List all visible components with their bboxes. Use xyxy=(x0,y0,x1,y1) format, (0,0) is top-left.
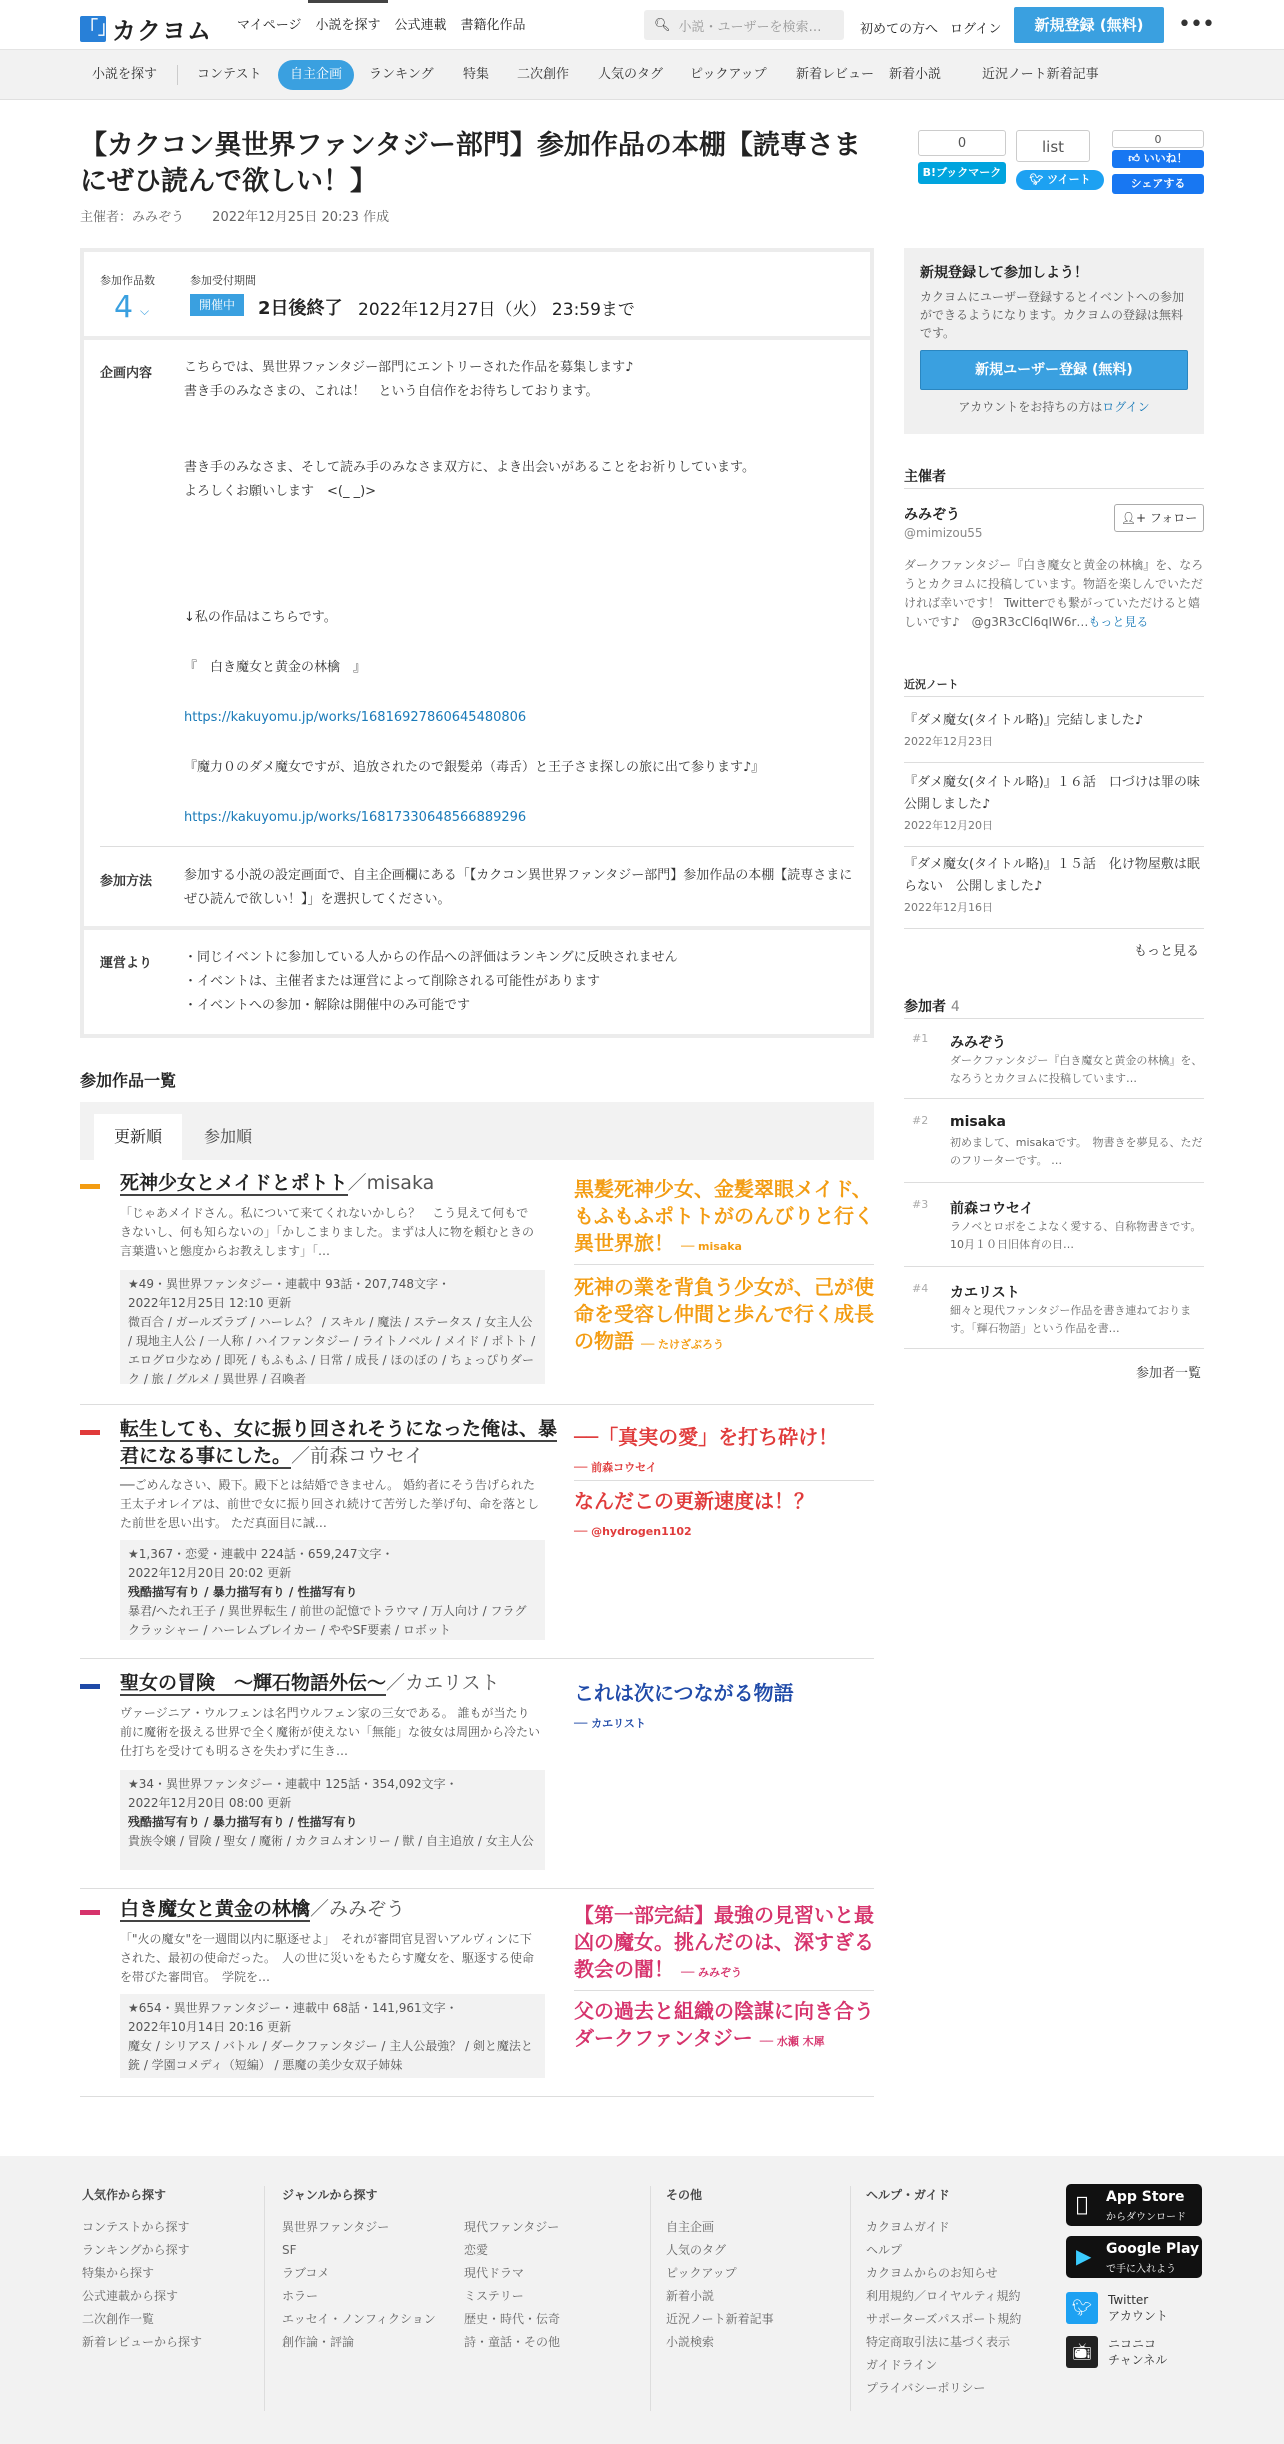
created-date: 2022年12月25日 20:23 作成 xyxy=(212,210,390,225)
divider xyxy=(904,846,1204,847)
divider xyxy=(904,488,1204,489)
host-link[interactable]: みみぞう xyxy=(132,210,185,225)
catchcopy: 死神の業を背負う少女が、己が使命を受容し仲間と歩んで行く成長の物語 ── たけざぶろう xyxy=(574,1275,874,1353)
note-item[interactable]: 『ダメ魔女(タイトル略)』１５話 化け物屋敷は眠らない 公開しました♪ 2022年12月16日 xyxy=(904,854,1204,918)
work-warnings: 残酷描写有り / 暴力描写有り / 性描写有り xyxy=(128,1585,358,1599)
count-value: 4 xyxy=(114,290,134,325)
work-tags[interactable]: 魔女 / シリアス / バトル / ダークファンタジー / 主人公最強？ / 剣と魔法と銃 / 学園コメディ（短編） / 悪魔の美少女双子姉妹 xyxy=(128,2039,533,2072)
footer-link[interactable]: カクヨムからのお知らせ xyxy=(866,2266,998,2280)
footer-divider xyxy=(650,2186,651,2411)
note-date: 2022年12月20日 xyxy=(904,819,993,832)
footer-link[interactable]: ランキングから探す xyxy=(82,2243,190,2257)
app-store-badge[interactable]: App Store からダウンロード xyxy=(1066,2184,1202,2226)
join-text: 参加する小説の設定画面で、自主企画欄にある「【カクコン異世界ファンタジー部門】参加作品の本棚【読専さまにぜひ読んで欲しい！】」を選択してください。 xyxy=(184,868,853,907)
footer-link[interactable]: 小説検索 xyxy=(666,2335,715,2349)
footer-link[interactable]: 詩・童話・その他 xyxy=(464,2335,561,2349)
divider xyxy=(574,1990,874,1991)
admin-item: ・同じイベントに参加している人からの作品への評価はランキングに反映されません xyxy=(184,950,678,965)
page-meta xyxy=(80,206,389,225)
global-header xyxy=(0,0,1284,50)
sub-nav xyxy=(0,50,1284,100)
notes-more-link[interactable]: もっと見る xyxy=(1134,944,1200,959)
divider xyxy=(80,1658,874,1659)
catchcopy-by: ── みみぞう xyxy=(680,1966,743,1979)
footer-link[interactable]: ラブコメ xyxy=(282,2266,330,2280)
work-stats: ★654・異世界ファンタジー・連載中 68話・141,961文字・ xyxy=(128,2001,458,2015)
catchcopy: ──「真実の愛」を打ち砕け！ ── 前森コウセイ xyxy=(574,1425,839,1474)
divider xyxy=(80,1888,874,1889)
footer-divider xyxy=(264,2186,265,2411)
page-title: 【カクコン異世界ファンタジー部門】参加作品の本棚【読専さまにぜひ読んで欲しい！】 xyxy=(80,130,861,197)
footer-link[interactable]: 異世界ファンタジー xyxy=(282,2220,390,2234)
work-color-mark xyxy=(80,1430,100,1435)
chevron-down-icon[interactable]: ⌵ xyxy=(140,304,150,318)
login-link[interactable]: ログイン xyxy=(950,22,1002,37)
first-time-link[interactable]: 初めての方へ xyxy=(860,22,939,37)
nav-search-novels[interactable]: 小説を探す xyxy=(308,0,387,50)
fb-count: 0 xyxy=(1112,130,1204,148)
admin-notice-box xyxy=(80,926,874,1038)
footer-link[interactable]: 利用規約／ロイヤルティ規約 xyxy=(866,2289,1021,2303)
google-play-badge[interactable]: ▶ Google Play で手に入れよう xyxy=(1066,2236,1202,2278)
plan-label: 企画内容 xyxy=(100,366,153,381)
work-stats: ★49・異世界ファンタジー・連載中 93話・207,748文字・ xyxy=(128,1277,451,1291)
footer-links xyxy=(666,2216,774,2354)
work-warnings: 残酷描写有り / 暴力描写有り / 性描写有り xyxy=(128,1815,358,1829)
work-stats: ★34・異世界ファンタジー・連載中 125話・354,092文字・ xyxy=(128,1777,458,1791)
note-item[interactable]: 『ダメ魔女(タイトル略)』１６話 口づけは罪の味 公開しました♪ 2022年12月20日 xyxy=(904,772,1204,836)
catchcopy: 【第一部完結】最強の見習いと最凶の魔女。挑んだのは、深すぎる教会の闇！ ── みみぞう xyxy=(574,1903,874,1981)
work-tags[interactable]: 暴君/へたれ王子 / 異世界転生 / 前世の記憶でトラウマ / 万人向け / フラグクラッシャー / ハーレムブレイカー / ややSF要素 / ロボット xyxy=(128,1604,527,1637)
nav-mypage[interactable]: マイページ xyxy=(237,18,302,33)
footer-link[interactable]: ヘルプ xyxy=(866,2243,903,2257)
signup-panel xyxy=(904,248,1204,434)
work-url-link[interactable]: https://kakuyomu.jp/works/16816927860645480806 xyxy=(184,710,527,725)
twitter-icon[interactable]: 🐦︎ xyxy=(1066,2292,1098,2324)
signup-button[interactable]: 新規ユーザー登録 (無料) xyxy=(920,350,1188,390)
work-author: ／カエリスト xyxy=(386,1672,500,1694)
work-title-link[interactable]: 聖女の冒険 ～輝石物語外伝～／カエリスト xyxy=(120,1672,500,1694)
logo-text: カクヨム xyxy=(112,17,212,45)
tab-updated[interactable]: 更新順 xyxy=(94,1114,182,1160)
participant-item[interactable]: #2 misaka 初めまして、misakaです。 物書きを夢見る、ただのフリーターです。 … xyxy=(912,1114,1203,1167)
subnav-ranking[interactable]: ランキング xyxy=(369,67,434,82)
work-tags[interactable]: 貴族令嬢 / 冒険 / 聖女 / 魔術 / カクヨムオンリー / 獣 / 自主追放 / 女主人公 xyxy=(128,1834,534,1848)
plan-line: ↓私の作品はこちらです。 xyxy=(184,610,337,625)
subnav-popular-tags[interactable]: 人気のタグ xyxy=(598,67,664,82)
footer-link[interactable]: プライバシーポリシー xyxy=(866,2381,986,2395)
niconico-icon[interactable]: 📺︎ xyxy=(1066,2336,1098,2368)
footer-link[interactable]: 特集から探す xyxy=(82,2266,155,2280)
signup-text: カクヨムにユーザー登録するとイベントへの参加ができるようになります。カクヨムの登録は無料です。 xyxy=(920,290,1185,340)
host-name[interactable]: みみぞう xyxy=(904,507,960,523)
host-id: @mimizou55 xyxy=(904,526,983,540)
work-title-link[interactable]: 転生しても、女に振り回されそうになった俺は、暴君になる事にした。／前森コウセイ xyxy=(120,1418,558,1467)
subnav-fanfic[interactable]: 二次創作 xyxy=(517,67,570,82)
twitter-icon: 🐦︎ xyxy=(1029,173,1048,186)
subnav-new-notes[interactable]: 近況ノート新着記事 xyxy=(982,67,1099,82)
divider xyxy=(904,1018,1204,1019)
note-item[interactable]: 『ダメ魔女(タイトル略)』完結しました♪ 2022年12月23日 xyxy=(904,710,1204,752)
divider xyxy=(80,2096,874,2097)
tab-bar xyxy=(80,1102,874,1160)
work-info xyxy=(120,1270,545,1384)
host-more-link[interactable]: もっと見る xyxy=(1088,615,1149,629)
work-title-link[interactable]: 死神少女とメイドとポトト／misaka xyxy=(120,1172,435,1194)
play-icon: ▶ xyxy=(1076,2244,1092,2268)
catchcopy-by: ── 前森コウセイ xyxy=(574,1461,657,1474)
footer-link[interactable]: エッセイ・ノンフィクション xyxy=(282,2312,436,2326)
work-info xyxy=(120,1540,545,1640)
site-logo[interactable] xyxy=(80,11,212,46)
catchcopy: なんだこの更新速度は！？ ── @hydrogen1102 xyxy=(574,1489,814,1538)
work-color-mark xyxy=(80,1910,100,1915)
tweet-button[interactable] xyxy=(1016,170,1104,190)
footer-links xyxy=(82,2216,202,2354)
footer-link[interactable]: 歴史・時代・伝奇 xyxy=(464,2312,561,2326)
catchcopy: 黒髪死神少女、金髪翠眼メイド、もふもふポトトがのんびりと行く異世界旅！ ── misaka xyxy=(574,1177,874,1255)
work-updated: 2022年12月20日 08:00 更新 xyxy=(128,1796,292,1810)
search-input[interactable] xyxy=(644,10,844,40)
footer-link[interactable]: ガイドライン xyxy=(866,2358,938,2372)
plan-line: 『 白き魔女と黄金の林檎 』 xyxy=(184,660,367,675)
divider xyxy=(80,1404,874,1405)
count-label: 参加作品数 xyxy=(100,274,155,287)
plan-line: こちらでは、異世界ファンタジー部門にエントリーされた作品を募集します♪ xyxy=(184,360,634,375)
work-color-mark xyxy=(80,1184,100,1189)
follow-button[interactable]: 👤︎+ フォロー xyxy=(1114,504,1204,532)
subnav-pickup[interactable]: ピックアップ xyxy=(690,67,767,82)
footer-heading: ジャンルから探す xyxy=(282,2188,378,2202)
divider xyxy=(904,762,1204,763)
footer-links xyxy=(866,2216,1021,2400)
divider xyxy=(100,846,854,847)
event-summary-box xyxy=(80,248,874,340)
divider xyxy=(904,1182,1204,1183)
hatena-bookmark-button[interactable]: B!ブックマーク xyxy=(918,162,1006,184)
work-description: ──ごめんなさい、殿下。殿下とは結婚できません。 婚約者にそう告げられた王太子オレイアは、前世で女に振り回され続けて苦労した挙げ句、命を落とした前世を思い出す。 ただ真面目に誠… xyxy=(120,1478,540,1530)
note-date: 2022年12月16日 xyxy=(904,901,993,914)
footer-link[interactable]: 近況ノート新着記事 xyxy=(666,2312,774,2326)
hatena-count: 0 xyxy=(918,130,1006,156)
footer-link[interactable]: 創作論・評論 xyxy=(282,2335,355,2349)
subnav-divider xyxy=(177,65,178,85)
header-links xyxy=(860,18,1013,37)
participant-item[interactable]: #1 みみぞう ダークファンタジー『白き魔女と黄金の林檎』を、なろうとカクヨムに投稿しています… xyxy=(912,1032,1203,1085)
account-text: アカウントをお持ちの方はログイン xyxy=(958,400,1150,414)
work-author: ／前森コウセイ xyxy=(291,1445,424,1467)
work-url-link[interactable]: https://kakuyomu.jp/works/16817330648566889296 xyxy=(184,810,527,825)
apple-icon xyxy=(1076,2192,1088,2216)
tab-joined[interactable]: 参加順 xyxy=(204,1127,253,1146)
remain-text: 2日後終了 xyxy=(258,298,343,319)
subnav-search[interactable]: 小説を探す xyxy=(92,67,158,82)
global-nav xyxy=(230,0,533,50)
participant-item[interactable]: #4 カエリスト 細々と現代ファンタジー作品を書き連ねております。「輝石物語」という作品を書… xyxy=(912,1282,1192,1335)
catchcopy-by: ── @hydrogen1102 xyxy=(574,1525,692,1538)
search-icon: 🔍︎ xyxy=(654,17,671,33)
catchcopy-by: ── misaka xyxy=(680,1240,742,1253)
plan-line: 『魔力０のダメ魔女ですが、追放されたので銀髪弟（毒舌）と王子さま探しの旅に出て参ります♪』 xyxy=(184,760,765,775)
host-bio: ダークファンタジー『白き魔女と黄金の林檎』を、なろうとカクヨムに投稿しています。物語を楽しんでいただければ幸いです！ Twitterでも繋がっていただけると嬉しいです♪ @g3R3cCl6qIW6r…もっと見る xyxy=(904,558,1204,629)
work-updated: 2022年12月25日 12:10 更新 xyxy=(128,1296,292,1310)
footer-heading: ヘルプ・ガイド xyxy=(866,2188,950,2202)
footer-link[interactable]: コンテストから探す xyxy=(82,2220,190,2234)
twitter-link[interactable]: Twitter アカウント xyxy=(1108,2293,1168,2323)
admin-label: 運営より xyxy=(100,956,153,971)
footer-link[interactable]: 現代ファンタジー xyxy=(464,2220,560,2234)
divider xyxy=(574,1264,874,1265)
footer-links xyxy=(282,2216,436,2354)
divider xyxy=(904,1098,1204,1099)
work-stats: ★1,367・恋愛・連載中 224話・659,247文字・ xyxy=(128,1547,394,1561)
divider xyxy=(904,1348,1204,1349)
catchcopy-by: ── 水瀬 木犀 xyxy=(759,2035,825,2048)
divider xyxy=(904,696,1204,697)
footer-link[interactable]: 現代ドラマ xyxy=(464,2266,525,2280)
notes-heading: 近況ノート xyxy=(904,678,959,691)
subnav-new-reviews[interactable]: 新着レビュー xyxy=(796,67,875,82)
footer-link[interactable]: ピックアップ xyxy=(666,2266,737,2280)
footer-divider xyxy=(850,2186,851,2411)
footer-link[interactable]: 公式連載から探す xyxy=(82,2289,179,2303)
participants-all-link[interactable]: 参加者一覧 xyxy=(1136,1366,1202,1381)
admin-item: ・イベントへの参加・解除は開催中のみ可能です xyxy=(184,998,471,1013)
work-title-link[interactable]: 白き魔女と黄金の林檎／みみぞう xyxy=(120,1898,406,1920)
event-detail-box xyxy=(80,336,874,930)
add-user-icon: 👤︎+ xyxy=(1120,511,1150,525)
host-label: 主催者： xyxy=(80,210,133,225)
subnav-contest[interactable]: コンテスト xyxy=(197,67,262,82)
footer-link[interactable]: 恋愛 xyxy=(464,2243,489,2257)
status-badge: 開催中 xyxy=(190,294,244,316)
footer-link[interactable]: 自主企画 xyxy=(666,2220,715,2234)
footer-link[interactable]: ミステリー xyxy=(464,2289,524,2303)
work-info xyxy=(120,1994,545,2078)
catchcopy: これは次につながる物語 ── カエリスト xyxy=(574,1681,794,1730)
search-placeholder: 小説・ユーザーを検索… xyxy=(678,19,822,35)
plan-line: よろしくお願いします <(_ _)> xyxy=(184,484,377,499)
catchcopy-by: ── カエリスト xyxy=(574,1717,646,1730)
host-heading: 主催者 xyxy=(904,469,946,485)
footer-link[interactable]: 新着小説 xyxy=(666,2289,715,2303)
footer xyxy=(0,2156,1284,2444)
subnav-self-project[interactable]: 自主企画 xyxy=(278,60,354,90)
footer-link[interactable]: サポーターズパスポート規約 xyxy=(866,2312,1022,2326)
deadline-text: 2022年12月27日（火） 23:59まで xyxy=(358,300,635,320)
footer-heading: 人気作から探す xyxy=(82,2188,167,2202)
plan-line: 書き手のみなさま、そして読み手のみなさま双方に、よき出会いがあることをお祈りしています。 xyxy=(184,460,755,475)
works-heading: 参加作品一覧 xyxy=(80,1071,177,1090)
fb-like-label: いいね！ xyxy=(1143,152,1188,165)
admin-item: ・イベントは、主催者または運営によって削除される可能性があります xyxy=(184,974,601,989)
plan-line: 書き手のみなさまの、これは！ という自信作をお待ちしております。 xyxy=(184,384,599,399)
period-label: 参加受付期間 xyxy=(190,274,256,287)
work-description: 「じゃあメイドさん。私について来てくれないかしら？ こう見えて何もできないし、何も知らないの」「かしこまりました。まずは人に物を頼むときの言葉遣いと態度からお教えします」「… xyxy=(120,1206,535,1258)
divider xyxy=(904,1266,1204,1267)
footer-link[interactable]: 特定商取引法に基づく表示 xyxy=(866,2335,1011,2349)
nav-books[interactable]: 書籍化作品 xyxy=(460,18,526,33)
footer-link[interactable]: SF xyxy=(282,2243,297,2257)
divider xyxy=(574,1480,874,1481)
register-button[interactable]: 新規登録 (無料) xyxy=(1014,7,1164,43)
work-author: ／misaka xyxy=(347,1172,435,1194)
fb-share-button[interactable]: シェアする xyxy=(1112,174,1204,194)
participant-item[interactable]: #3 前森コウセイ ラノベとロボをこよなく愛する、自称物書きです。 10月１０日旧体育の日… xyxy=(912,1198,1202,1251)
fb-like-button[interactable] xyxy=(1112,150,1204,168)
footer-link[interactable]: カクヨムガイド xyxy=(866,2220,950,2234)
footer-link[interactable]: 人気のタグ xyxy=(666,2243,727,2257)
work-description: ヴァージニア・ウルフェンは名門ウルフェン家の三女である。 誰もが当たり前に魔術を扱える世界で全く魔術が使えない「無能」な彼女は周囲から冷たい仕打ちを受けても明るさを失わずに生き… xyxy=(120,1706,541,1758)
tweet-label: ツイート xyxy=(1047,173,1091,186)
more-menu-icon[interactable]: ••• xyxy=(1178,12,1214,37)
login-link[interactable]: ログイン xyxy=(1102,400,1150,414)
work-updated: 2022年10月14日 20:16 更新 xyxy=(128,2020,292,2034)
nav-official[interactable]: 公式連載 xyxy=(394,18,447,33)
signup-title: 新規登録して参加しよう！ xyxy=(920,265,1088,281)
note-date: 2022年12月23日 xyxy=(904,735,993,748)
subnav-feature[interactable]: 特集 xyxy=(463,67,490,82)
footer-link[interactable]: 新着レビューから探す xyxy=(82,2335,203,2349)
catchcopy: 父の過去と組織の陰謀に向き合うダークファンタジー ── 水瀬 木犀 xyxy=(574,1999,874,2050)
participants-count: 4 xyxy=(950,999,960,1015)
divider xyxy=(904,928,1204,929)
work-tags[interactable]: 微百合 / ガールズラブ / ハーレム？ / スキル / 魔法 / ステータス / 女主人公 / 現地主人公 / 一人称 / ハイファンタジー / ライトノベル / メイド / ポトト / エログロ少なめ / 即死 / もふもふ / 日常 / 成長 / ほのぼの / ちょっぴりダーク / 旅 / グルメ / 異世界 / 召喚者 xyxy=(128,1315,536,1386)
work-description: 「"火の魔女"を一週間以内に駆逐せよ」 それが審問官見習いアルヴィンに下された、最初の使命だった。 人の世に災いをもたらす魔女を、駆逐する使命を帯びた審問官。 学院を… xyxy=(120,1932,535,1984)
subnav-new-novels[interactable]: 新着小説 xyxy=(889,67,942,82)
logo-mark: 「」 xyxy=(80,16,106,42)
footer-links xyxy=(464,2216,560,2354)
work-color-mark xyxy=(80,1684,100,1689)
join-label: 参加方法 xyxy=(100,874,153,889)
footer-heading: その他 xyxy=(666,2188,703,2202)
participants-heading: 参加者 4 xyxy=(904,999,960,1015)
footer-link[interactable]: ホラー xyxy=(282,2289,319,2303)
catchcopy-by: ── たけざぶろう xyxy=(640,1338,725,1351)
niconico-link[interactable]: ニコニコ チャンネル xyxy=(1108,2337,1168,2367)
work-updated: 2022年12月20日 20:02 更新 xyxy=(128,1566,292,1580)
work-author: ／みみぞう xyxy=(310,1898,406,1920)
fb-like-icon: 👍︎ xyxy=(1128,152,1144,165)
list-button[interactable]: list xyxy=(1016,130,1090,162)
work-info xyxy=(120,1770,545,1870)
footer-link[interactable]: 二次創作一覧 xyxy=(82,2312,155,2326)
